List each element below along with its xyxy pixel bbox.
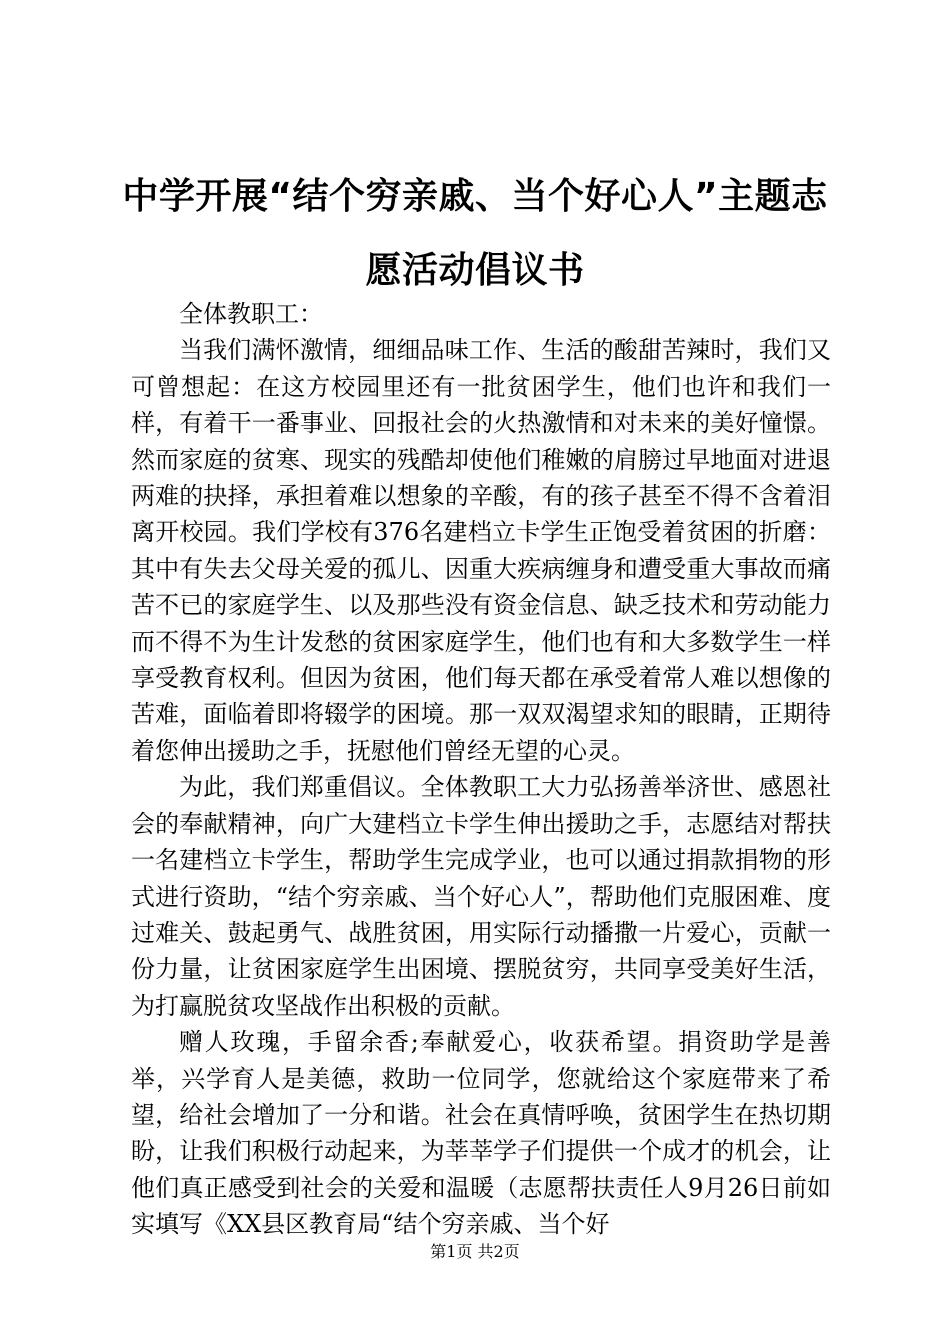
salutation: 全体教职工： — [179, 300, 323, 328]
page-number-footer: 第1页 共2页 — [430, 1242, 520, 1261]
paragraph-1: 当我们满怀激情，细细品味工作、生活的酸甜苦辣时，我们又可曾想起：在这方校园里还有一批贫困学生，他们也许和我们一样，有着干一番事业、回报社会的火热激情和对未来的美好憧憬。然而家庭的贫寒、现实的残酷却使他们稚嫩的肩膀过早地面对进退两难的抉择，承担着难以想象的辛酸，有的孩子甚至不得不含着泪离开校园。我们学校有376名建档立卡学生正饱受着贫困的折磨：其中有失去父母关爱的孤儿、因重大疾病缠身和遭受重大事故而痛苦不已的家庭学生、以及那些没有资金信息、缺乏技术和劳动能力而不得不为生计发愁的贫困家庭学生，他们也有和大多数学生一样享受教育权利。但因为贫困，他们每天都在承受着常人难以想像的苦难，面临着即将辍学的困境。那一双双渴望求知的眼睛，正期待着您伸出援助之手，抚慰他们曾经无望的心灵。 — [131, 336, 831, 765]
document-title: 中学开展“结个穷亲戚、当个好心人”主题志愿活动倡议书 — [122, 176, 828, 291]
paragraph-3: 赠人玫瑰，手留余香;奉献爱心，收获希望。捐资助学是善举，兴学育人是美德，救助一位同学，您就给这个家庭带来了希望，给社会增加了一分和谐。社会在真情呼唤，贫困学生在热切期盼，让我们积极行动起来，为莘莘学子们提供一个成才的机会，让他们真正感受到社会的关爱和温暖（志愿帮扶责任人9月26日前如实填写《XX县区教育局“结个穷亲戚、当个好 — [131, 1028, 831, 1239]
document-body — [131, 296, 831, 1243]
paragraph-2: 为此，我们郑重倡议。全体教职工大力弘扬善举济世、感恩社会的奉献精神，向广大建档立卡学生伸出援助之手，志愿结对帮扶一名建档立卡学生，帮助学生完成学业，也可以通过捐款捐物的形式进行资助，“结个穷亲戚、当个好心人”，帮助他们克服困难、度过难关、鼓起勇气、战胜贫困，用实际行动播撒一片爱心，贡献一份力量，让贫困家庭学生出困境、摆脱贫穷，共同享受美好生活，为打赢脱贫攻坚战作出积极的贡献。 — [131, 773, 831, 1020]
